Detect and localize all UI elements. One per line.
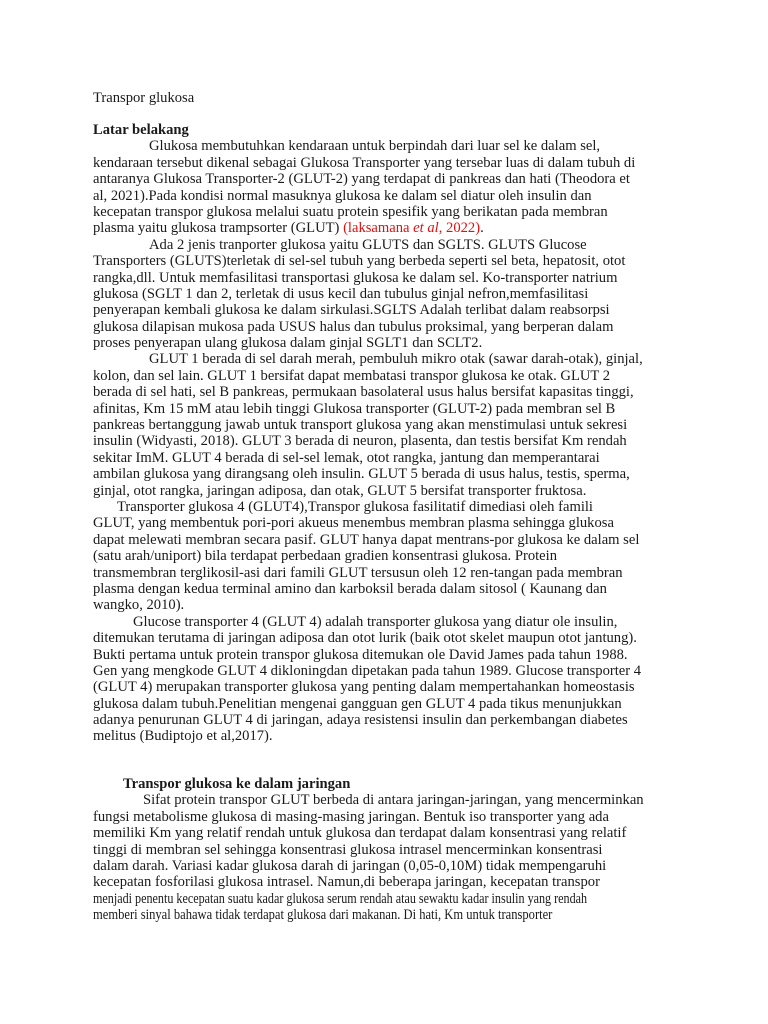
paragraph-line: kolon, dan sel lain. GLUT 1 bersifat dapat membatasi transpor glukosa ke otak. GLUT 2 (93, 367, 611, 384)
document-title: Transpor glukosa (93, 90, 195, 106)
paragraph-line: Ada 2 jenis tranporter glukosa yaitu GLUTS dan SGLTS. GLUTS Glucose (149, 236, 587, 253)
paragraph-line: kecepatan fosforilasi glukosa intrasel. Namun,di beberapa jaringan, kecepatan transpor (93, 874, 600, 891)
paragraph-line: tinggi di membran sel sehingga konsentrasi glukosa intrasel mencerminkan konsentrasi (93, 841, 603, 858)
paragraph-line: antaranya Glukosa Transporter-2 (GLUT-2) yang terdapat di pankreas dan hati (Theodora et (93, 171, 630, 188)
paragraph-line: penyerapan kembali glukosa ke dalam sirkulasi.SGLTS Adalah terlibat dalam reabsorpsi (93, 302, 610, 319)
paragraph-line: transmembran terglikosil-asi dari famili GLUT tersusun oleh 12 ren-tangan pada membran (93, 564, 623, 581)
section-transpor-jaringan (93, 776, 683, 924)
paragraph-line: Gen yang mengkode GLUT 4 dikloningdan dipetakan pada tahun 1989. Glucose transporter 4 (93, 662, 642, 679)
paragraph-line: Glukosa membutuhkan kendaraan untuk berpindah dari luar sel ke dalam sel, (149, 138, 601, 155)
paragraph-line: Glucose transporter 4 (GLUT 4) adalah transporter glukosa yang diatur ole insulin, (133, 613, 618, 630)
paragraph-line (93, 907, 683, 923)
period: . (480, 220, 484, 237)
paragraph-line: Sifat protein transpor GLUT berbeda di antara jaringan-jaringan, yang mencerminkan (143, 792, 644, 809)
paragraph-line: GLUT, yang membentuk pori-pori akueus menembus membran plasma sehingga glukosa (93, 515, 614, 532)
paragraph-line: insulin (Widyasti, 2018). GLUT 3 berada di neuron, plasenta, dan testis bersifat Km rendah (93, 433, 627, 450)
paragraph-line: glukosa (SGLT 1 dan 2, terletak di usus kecil dan tubulus ginjal nefron,memfasilitasi (93, 285, 589, 302)
paragraph-line: afinitas, Km 15 mM atau lebih tinggi Glukosa transporter (GLUT-2) pada membran sel B (93, 400, 616, 417)
paragraph-line: glukosa dalam tubuh.Penelitian mengenai gangguan gen GLUT 4 pada tikus menunjukkan (93, 695, 622, 712)
paragraph-line: dapat melewati membran secara pasif. GLUT hanya dapat mentrans-por glukosa ke dalam sel (93, 531, 640, 548)
paragraph-line: proses penyerapan ulang glukosa dalam ginjal SGLT1 dan SCLT2. (93, 335, 483, 352)
condensed-text: memberi sinyal bahawa tidak terdapat glukosa dari makanan. Di hati, Km untuk transporter (93, 907, 553, 924)
paragraph-line: pankreas bertanggung jawab untuk transport glukosa yang akan menstimulasi untuk sekresi (93, 417, 628, 434)
paragraph-line: plasma dengan kedua terminal amino dan karboksil berada dalam sitosol ( Kaunang dan (93, 580, 607, 597)
paragraph-line: Bukti pertama untuk protein transpor glukosa ditemukan ole David James pada tahun 1988. (93, 646, 628, 663)
paragraph-line: kendaraan tersebut dikenal sebagai Glukosa Transporter yang tersebar luas di dalam tubuh di (93, 154, 636, 171)
paragraph-line: Transporters (GLUTS)terletak di sel-sel tubuh yang berbeda seperti sel beta, hepatosit, otot (93, 253, 626, 270)
paragraph-line: kecepatan transpor glukosa melalui suatu protein spesifik yang berikatan pada membran (93, 203, 608, 220)
paragraph-line: Transporter glukosa 4 (GLUT4),Transpor glukosa fasilitatif dimediasi oleh famili (117, 498, 593, 515)
paragraph-line: glukosa dilapisan mukosa pada USUS halus dan tubulus proksimal, yang berperan dalam (93, 318, 614, 335)
paragraph-line: (GLUT 4) merupakan transporter glukosa yang penting dalam mempertahankan homeostasis (93, 679, 635, 696)
paragraph-line: GLUT 1 berada di sel darah merah, pembuluh mikro otak (sawar darah-otak), ginjal, (149, 351, 643, 368)
paragraph-line: wangko, 2010). (93, 597, 185, 614)
paragraph-line: ambilan glukosa yang dirangsang oleh insulin. GLUT 5 berada di usus halus, testis, sperma, (93, 466, 630, 483)
paragraph-line-with-citation (93, 220, 683, 236)
paragraph-line: ditemukan terutama di jaringan adiposa dan otot lurik (baik otot skelet maupun otot jantung). (93, 630, 637, 647)
paragraph-line: (satu arah/uniport) bila terdapat perbedaan gradien konsentrasi glukosa. Protein (93, 548, 558, 565)
section-heading: Latar belakang (93, 122, 189, 138)
paragraph-line: sekitar ImM. GLUT 4 berada di sel-sel lemak, otot rangka, jantung dan memperantarai (93, 449, 600, 466)
paragraph-line: melitus (Budiptojo et al,2017). (93, 728, 273, 745)
paragraph-line (93, 891, 683, 907)
paragraph-text: plasma yaitu glukosa trampsorter (GLUT) (93, 220, 344, 237)
paragraph-line: berada di sel hati, sel B pankreas, permukaan basolateral usus halus bersifat kapasitas tinggi, (93, 384, 634, 401)
paragraph-line: ginjal, otot rangka, jaringan adiposa, dan otak, GLUT 5 bersifat transporter fruktosa. (93, 482, 587, 499)
condensed-text: menjadi penentu kecepatan suatu kadar glukosa serum rendah atau sewaktu kadar insulin yang rendah (93, 890, 588, 907)
paragraph-line: al, 2021).Pada kondisi normal masuknya glukosa ke dalam sel diatur oleh insulin dan (93, 187, 592, 204)
section-heading: Transpor glukosa ke dalam jaringan (123, 776, 351, 792)
paragraph-line: adanya penurunan GLUT 4 di jaringan, adaya resistensi insulin dan perkembangan diabetes (93, 712, 628, 729)
paragraph-line: fungsi metabolisme glukosa di masing-masing jaringan. Bentuk iso transporter yang ada (93, 808, 609, 825)
paragraph-line: dalam darah. Variasi kadar glukosa darah di jaringan (0,05-0,10M) tidak mempengaruhi (93, 857, 607, 874)
section-latar-belakang (93, 122, 683, 745)
citation-red: (laksamana et al, 2022) (343, 220, 481, 237)
paragraph-line: rangka,dll. Untuk memfasilitasi transportasi glukosa ke dalam sel. Ko-transporter natrium (93, 269, 618, 286)
paragraph-line: memiliki Km yang relatif rendah untuk glukosa dan terdapat dalam konsentrasi yang relatif (93, 825, 627, 842)
